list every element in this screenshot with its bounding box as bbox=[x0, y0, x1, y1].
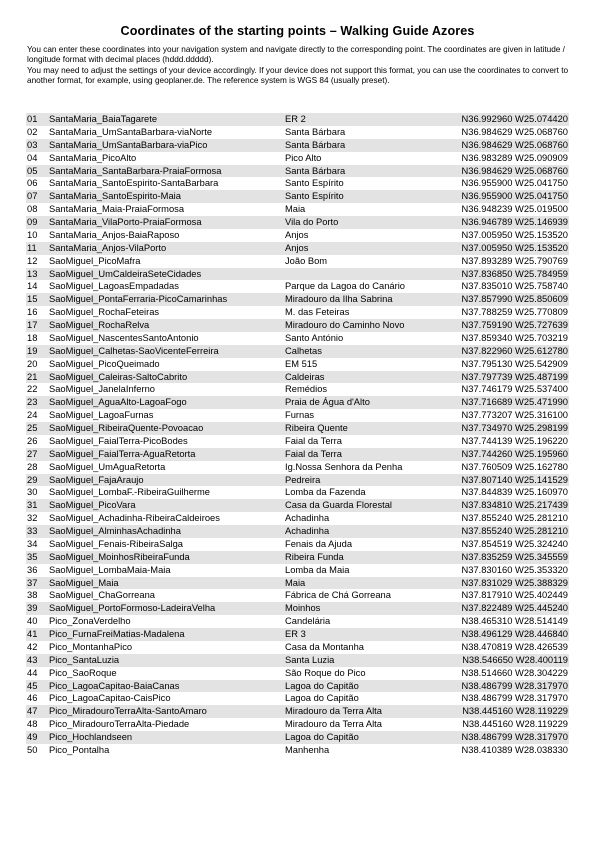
gps-coordinates: N38.410389 W28.038330 bbox=[461, 744, 568, 755]
table-row bbox=[26, 229, 569, 242]
gps-coordinates: N37.835010 W25.758740 bbox=[461, 281, 568, 292]
route-name: SaoMiguel_JanelaInferno bbox=[49, 384, 155, 395]
gps-coordinates: N36.984629 W25.068760 bbox=[461, 126, 568, 137]
table-row bbox=[26, 628, 569, 641]
start-location: M. das Feteiras bbox=[285, 307, 350, 318]
gps-coordinates: N38.546650 W28.400119 bbox=[437, 654, 569, 667]
gps-coordinates: N37.817910 W25.402449 bbox=[461, 590, 568, 601]
gps-coordinates: N37.822489 W25.445240 bbox=[437, 602, 569, 615]
gps-coordinates: N36.992960 W25.074420 bbox=[437, 113, 569, 126]
row-number: 14 bbox=[27, 281, 38, 292]
intro-text bbox=[27, 45, 569, 87]
route-name: SantaMaria_PicoAlto bbox=[49, 152, 137, 163]
table-row bbox=[26, 409, 569, 422]
route-name: Pico_ZonaVerdelho bbox=[49, 616, 131, 627]
route-name: SaoMiguel_UmCaldeiraSeteCidades bbox=[47, 268, 283, 281]
gps-coordinates: N37.734970 W25.298199 bbox=[437, 422, 569, 435]
table-row bbox=[26, 203, 569, 216]
route-name: Pico_SaoRoque bbox=[49, 667, 117, 678]
gps-coordinates: N38.486799 W28.317970 bbox=[437, 680, 569, 693]
table-row bbox=[26, 345, 569, 358]
route-name: SaoMiguel_Calhetas-SaoVicenteFerreira bbox=[47, 345, 283, 358]
coordinates-table bbox=[26, 113, 569, 757]
start-location: Lagoa do Capitão bbox=[283, 680, 437, 693]
gps-coordinates: N38.445160 W28.119229 bbox=[437, 705, 569, 718]
row-number: 42 bbox=[27, 641, 38, 652]
gps-coordinates: N37.746179 W25.537400 bbox=[461, 384, 568, 395]
route-name: SaoMiguel_UmAguaRetorta bbox=[49, 461, 166, 472]
start-location: Achadinha bbox=[285, 513, 330, 524]
start-location: São Roque do Pico bbox=[285, 667, 366, 678]
route-name: Pico_SantaLuzia bbox=[47, 654, 283, 667]
row-number: 29 bbox=[26, 474, 47, 487]
gps-coordinates: N37.836850 W25.784959 bbox=[437, 268, 569, 281]
gps-coordinates: N37.744139 W25.196220 bbox=[461, 435, 568, 446]
row-number: 35 bbox=[26, 551, 47, 564]
route-name: SaoMiguel_NascentesSantoAntonio bbox=[49, 332, 199, 343]
route-name: SaoMiguel_PicoVara bbox=[47, 499, 283, 512]
route-name: SaoMiguel_FaialTerra-PicoBodes bbox=[49, 435, 188, 446]
table-row bbox=[26, 422, 569, 435]
gps-coordinates: N37.844839 W25.160970 bbox=[461, 487, 568, 498]
start-location: Caldeiras bbox=[283, 371, 437, 384]
start-location: Maia bbox=[285, 204, 306, 215]
row-number: 10 bbox=[27, 229, 38, 240]
gps-coordinates: N36.955900 W25.041750 bbox=[437, 190, 569, 203]
route-name: SantaMaria_SantoEspirito-SantaBarbara bbox=[49, 178, 219, 189]
start-location: Santa Bárbara bbox=[285, 126, 346, 137]
table-row bbox=[26, 306, 569, 319]
table-row bbox=[26, 731, 569, 744]
row-number: 48 bbox=[27, 719, 38, 730]
row-number: 39 bbox=[26, 602, 47, 615]
route-name: SaoMiguel_Achadinha-RibeiraCaldeiroes bbox=[49, 513, 220, 524]
row-number: 19 bbox=[26, 345, 47, 358]
row-number: 15 bbox=[26, 293, 47, 306]
row-number: 46 bbox=[27, 693, 38, 704]
start-location: Lagoa do Capitão bbox=[285, 693, 359, 704]
gps-coordinates: N37.716689 W25.471990 bbox=[437, 396, 569, 409]
table-row bbox=[26, 216, 569, 229]
route-name: Pico_LagoaCapitao-CaisPico bbox=[49, 693, 171, 704]
table-row bbox=[26, 255, 569, 268]
route-name: SantaMaria_SantaBarbara-PraiaFormosa bbox=[47, 165, 283, 178]
row-number: 28 bbox=[27, 461, 38, 472]
table-row bbox=[26, 551, 569, 564]
intro-paragraph-1: You can enter these coordinates into your navigation system and navigate directly to the corresponding point. The coordinates are given in latitude / longitude format with decimal places (hddd.ddddd). bbox=[27, 45, 565, 65]
gps-coordinates: N37.835259 W25.345559 bbox=[437, 551, 569, 564]
start-location bbox=[283, 268, 437, 281]
gps-coordinates: N37.744260 W25.195960 bbox=[437, 448, 569, 461]
row-number: 24 bbox=[27, 410, 38, 421]
route-name: SantaMaria_SantoEspirito-Maia bbox=[47, 190, 283, 203]
gps-coordinates: N37.795130 W25.542909 bbox=[461, 358, 568, 369]
table-row bbox=[26, 486, 569, 499]
gps-coordinates: N37.822960 W25.612780 bbox=[437, 345, 569, 358]
start-location: Ribeira Funda bbox=[283, 551, 437, 564]
gps-coordinates: N36.948239 W25.019500 bbox=[461, 204, 568, 215]
route-name: SaoMiguel_RochaRelva bbox=[47, 319, 283, 332]
table-row bbox=[26, 538, 569, 551]
row-number: 47 bbox=[26, 705, 47, 718]
table-row bbox=[26, 718, 569, 731]
start-location: Fábrica de Chá Gorreana bbox=[285, 590, 391, 601]
start-location: Vila do Porto bbox=[283, 216, 437, 229]
start-location: Santo Espírito bbox=[283, 190, 437, 203]
gps-coordinates: N37.830160 W25.353320 bbox=[461, 564, 568, 575]
table-row bbox=[26, 744, 569, 757]
start-location: João Bom bbox=[285, 255, 328, 266]
row-number: 17 bbox=[26, 319, 47, 332]
table-row bbox=[26, 499, 569, 512]
table-row bbox=[26, 564, 569, 577]
table-row bbox=[26, 383, 569, 396]
gps-coordinates: N38.486799 W28.317970 bbox=[461, 693, 568, 704]
row-number: 32 bbox=[27, 513, 38, 524]
row-number: 03 bbox=[26, 139, 47, 152]
table-row bbox=[26, 268, 569, 281]
route-name: Pico_Hochlandseen bbox=[47, 731, 283, 744]
start-location: Moinhos bbox=[283, 602, 437, 615]
start-location: Faial da Terra bbox=[283, 448, 437, 461]
route-name: SantaMaria_BaiaTagarete bbox=[47, 113, 283, 126]
route-name: SaoMiguel_MoinhosRibeiraFunda bbox=[47, 551, 283, 564]
row-number: 02 bbox=[27, 126, 38, 137]
table-row bbox=[26, 461, 569, 474]
route-name: Pico_FurnaFreiMatias-Madalena bbox=[47, 628, 283, 641]
route-name: SaoMiguel_ChaGorreana bbox=[49, 590, 155, 601]
row-number: 49 bbox=[26, 731, 47, 744]
start-location: ER 2 bbox=[283, 113, 437, 126]
page-title: Coordinates of the starting points – Walking Guide Azores bbox=[120, 24, 475, 38]
route-name: SantaMaria_Anjos-BaiaRaposo bbox=[49, 229, 180, 240]
route-name: SaoMiguel_RibeiraQuente-Povoacao bbox=[47, 422, 283, 435]
table-row bbox=[26, 615, 569, 628]
row-number: 04 bbox=[27, 152, 38, 163]
route-name: SaoMiguel_PicoQueimado bbox=[49, 358, 160, 369]
table-row bbox=[26, 152, 569, 165]
route-name: SaoMiguel_FajaAraujo bbox=[47, 474, 283, 487]
route-name: SaoMiguel_LombaF.-RibeiraGuilherme bbox=[49, 487, 210, 498]
start-location: Santa Bárbara bbox=[283, 165, 437, 178]
row-number: 16 bbox=[27, 307, 38, 318]
row-number: 37 bbox=[26, 577, 47, 590]
row-number: 25 bbox=[26, 422, 47, 435]
table-row bbox=[26, 435, 569, 448]
start-location: Casa da Guarda Florestal bbox=[283, 499, 437, 512]
start-location: ER 3 bbox=[283, 628, 437, 641]
gps-coordinates: N37.859340 W25.703219 bbox=[461, 332, 568, 343]
table-row bbox=[26, 113, 569, 126]
route-name: SaoMiguel_Maia bbox=[47, 577, 283, 590]
start-location: Miradouro da Terra Alta bbox=[285, 719, 382, 730]
table-row bbox=[26, 358, 569, 371]
table-row bbox=[26, 512, 569, 525]
gps-coordinates: N36.955900 W25.041750 bbox=[461, 178, 568, 189]
row-number: 44 bbox=[27, 667, 38, 678]
intro-paragraph-2: You may need to adjust the settings of your device accordingly. If your device does not support this format, you can use the coordinates to convert to another format, for example, using geoplaner.de. The reference system is WGS 84 (usually preset). bbox=[27, 65, 569, 86]
table-row bbox=[26, 692, 569, 705]
row-number: 41 bbox=[26, 628, 47, 641]
route-name: SantaMaria_VilaPorto-PraiaFormosa bbox=[47, 216, 283, 229]
table-row bbox=[26, 139, 569, 152]
start-location: Praia de Água d'Alto bbox=[283, 396, 437, 409]
row-number: 22 bbox=[27, 384, 38, 395]
gps-coordinates: N37.854519 W25.324240 bbox=[461, 538, 568, 549]
row-number: 50 bbox=[27, 744, 38, 755]
table-row bbox=[26, 641, 569, 654]
start-location: Remédios bbox=[285, 384, 328, 395]
route-name: SaoMiguel_LombaMaia-Maia bbox=[49, 564, 171, 575]
start-location: Parque da Lagoa do Canário bbox=[285, 281, 406, 292]
row-number: 38 bbox=[27, 590, 38, 601]
start-location: Anjos bbox=[283, 242, 437, 255]
start-location: Santo António bbox=[285, 332, 344, 343]
gps-coordinates: N37.834810 W25.217439 bbox=[437, 499, 569, 512]
route-name: SantaMaria_Maia-PraiaFormosa bbox=[49, 204, 185, 215]
start-location: Miradouro da Ilha Sabrina bbox=[283, 293, 437, 306]
route-name: SaoMiguel_RochaFeteiras bbox=[49, 307, 160, 318]
row-number: 40 bbox=[27, 616, 38, 627]
table-row bbox=[26, 177, 569, 190]
table-row bbox=[26, 319, 569, 332]
gps-coordinates: N37.005950 W25.153520 bbox=[461, 229, 568, 240]
row-number: 12 bbox=[27, 255, 38, 266]
gps-coordinates: N37.855240 W25.281210 bbox=[461, 513, 568, 524]
gps-coordinates: N38.465310 W28.514149 bbox=[461, 616, 568, 627]
start-location: Santa Bárbara bbox=[283, 139, 437, 152]
gps-coordinates: N37.797739 W25.487199 bbox=[437, 371, 569, 384]
table-row bbox=[26, 680, 569, 693]
row-number: 36 bbox=[27, 564, 38, 575]
table-row bbox=[26, 332, 569, 345]
row-number: 11 bbox=[26, 242, 47, 255]
row-number: 13 bbox=[26, 268, 47, 281]
table-row bbox=[26, 126, 569, 139]
start-location: Pedreira bbox=[283, 474, 437, 487]
start-location: Faial da Terra bbox=[285, 435, 342, 446]
route-name: SaoMiguel_LagoaFurnas bbox=[49, 410, 154, 421]
table-row bbox=[26, 165, 569, 178]
start-location: Lomba da Fazenda bbox=[285, 487, 366, 498]
start-location: Miradouro do Caminho Novo bbox=[283, 319, 437, 332]
table-row bbox=[26, 396, 569, 409]
route-name: SaoMiguel_Fenais-RibeiraSalga bbox=[49, 538, 184, 549]
row-number: 43 bbox=[26, 654, 47, 667]
route-name: Pico_MontanhaPico bbox=[49, 641, 133, 652]
gps-coordinates: N38.496129 W28.446840 bbox=[437, 628, 569, 641]
gps-coordinates: N37.893289 W25.790769 bbox=[461, 255, 568, 266]
gps-coordinates: N37.831029 W25.388329 bbox=[437, 577, 569, 590]
coordinates-table-body bbox=[26, 113, 569, 757]
table-row bbox=[26, 654, 569, 667]
route-name: SaoMiguel_AguaAlto-LagoaFogo bbox=[47, 396, 283, 409]
row-number: 21 bbox=[26, 371, 47, 384]
route-name: SaoMiguel_AlminhasAchadinha bbox=[47, 525, 283, 538]
start-location: Ribeira Quente bbox=[283, 422, 437, 435]
gps-coordinates: N37.005950 W25.153520 bbox=[437, 242, 569, 255]
table-row bbox=[26, 705, 569, 718]
table-row bbox=[26, 448, 569, 461]
row-number: 08 bbox=[27, 204, 38, 215]
gps-coordinates: N38.470819 W28.426539 bbox=[461, 641, 568, 652]
route-name: SantaMaria_UmSantaBarbara-viaNorte bbox=[49, 126, 213, 137]
gps-coordinates: N36.983289 W25.090909 bbox=[461, 152, 568, 163]
start-location: Furnas bbox=[285, 410, 315, 421]
table-row bbox=[26, 577, 569, 590]
row-number: 26 bbox=[27, 435, 38, 446]
row-number: 07 bbox=[26, 190, 47, 203]
route-name: SaoMiguel_PicoMafra bbox=[49, 255, 141, 266]
gps-coordinates: N38.514660 W28.304229 bbox=[461, 667, 568, 678]
start-location: EM 515 bbox=[285, 358, 318, 369]
route-name: Pico_MiradouroTerraAlta-SantoAmaro bbox=[47, 705, 283, 718]
row-number: 34 bbox=[27, 538, 38, 549]
route-name: SaoMiguel_FaialTerra-AguaRetorta bbox=[47, 448, 283, 461]
table-row bbox=[26, 525, 569, 538]
row-number: 45 bbox=[26, 680, 47, 693]
route-name: Pico_MiradouroTerraAlta-Piedade bbox=[49, 719, 190, 730]
start-location: Pico Alto bbox=[285, 152, 322, 163]
gps-coordinates: N37.773207 W25.316100 bbox=[461, 410, 568, 421]
start-location: Santa Luzia bbox=[283, 654, 437, 667]
gps-coordinates: N37.807140 W25.141529 bbox=[437, 474, 569, 487]
table-row bbox=[26, 602, 569, 615]
route-name: SaoMiguel_LagoasEmpadadas bbox=[49, 281, 179, 292]
row-number: 20 bbox=[27, 358, 38, 369]
gps-coordinates: N37.788259 W25.770809 bbox=[461, 307, 568, 318]
row-number: 30 bbox=[27, 487, 38, 498]
start-location: Casa da Montanha bbox=[285, 641, 364, 652]
start-location: Calhetas bbox=[283, 345, 437, 358]
start-location: Maia bbox=[283, 577, 437, 590]
start-location: Miradouro da Terra Alta bbox=[283, 705, 437, 718]
table-row bbox=[26, 293, 569, 306]
table-row bbox=[26, 242, 569, 255]
row-number: 09 bbox=[26, 216, 47, 229]
row-number: 33 bbox=[26, 525, 47, 538]
start-location: Lagoa do Capitão bbox=[283, 731, 437, 744]
gps-coordinates: N36.946789 W25.146939 bbox=[437, 216, 569, 229]
start-location: Achadinha bbox=[283, 525, 437, 538]
table-row bbox=[26, 474, 569, 487]
start-location: Santo Espírito bbox=[285, 178, 344, 189]
gps-coordinates: N38.486799 W28.317970 bbox=[437, 731, 569, 744]
gps-coordinates: N37.855240 W25.281210 bbox=[437, 525, 569, 538]
route-name: Pico_Pontalha bbox=[49, 744, 110, 755]
gps-coordinates: N37.759190 W25.727639 bbox=[437, 319, 569, 332]
table-row bbox=[26, 667, 569, 680]
row-number: 23 bbox=[26, 396, 47, 409]
start-location: Manhenha bbox=[285, 744, 330, 755]
table-row bbox=[26, 589, 569, 602]
gps-coordinates: N37.857990 W25.850609 bbox=[437, 293, 569, 306]
route-name: SaoMiguel_Caleiras-SaltoCabrito bbox=[47, 371, 283, 384]
gps-coordinates: N36.984629 W25.068760 bbox=[437, 139, 569, 152]
row-number: 27 bbox=[26, 448, 47, 461]
route-name: Pico_LagoaCapitao-BaiaCanas bbox=[47, 680, 283, 693]
table-row bbox=[26, 190, 569, 203]
row-number: 06 bbox=[27, 178, 38, 189]
row-number: 05 bbox=[26, 165, 47, 178]
route-name: SantaMaria_UmSantaBarbara-viaPico bbox=[47, 139, 283, 152]
table-row bbox=[26, 280, 569, 293]
table-row bbox=[26, 371, 569, 384]
route-name: SaoMiguel_PortoFormoso-LadeiraVelha bbox=[47, 602, 283, 615]
route-name: SaoMiguel_PontaFerraria-PicoCamarinhas bbox=[47, 293, 283, 306]
row-number: 31 bbox=[26, 499, 47, 512]
start-location: Anjos bbox=[285, 229, 309, 240]
route-name: SantaMaria_Anjos-VilaPorto bbox=[47, 242, 283, 255]
row-number: 01 bbox=[26, 113, 47, 126]
row-number: 18 bbox=[27, 332, 38, 343]
start-location: Candelária bbox=[285, 616, 331, 627]
start-location: Ig.Nossa Senhora da Penha bbox=[285, 461, 403, 472]
gps-coordinates: N38.445160 W28.119229 bbox=[462, 719, 568, 730]
start-location: Lomba da Maia bbox=[285, 564, 350, 575]
gps-coordinates: N37.760509 W25.162780 bbox=[461, 461, 568, 472]
gps-coordinates: N36.984629 W25.068760 bbox=[437, 165, 569, 178]
start-location: Fenais da Ajuda bbox=[285, 538, 353, 549]
